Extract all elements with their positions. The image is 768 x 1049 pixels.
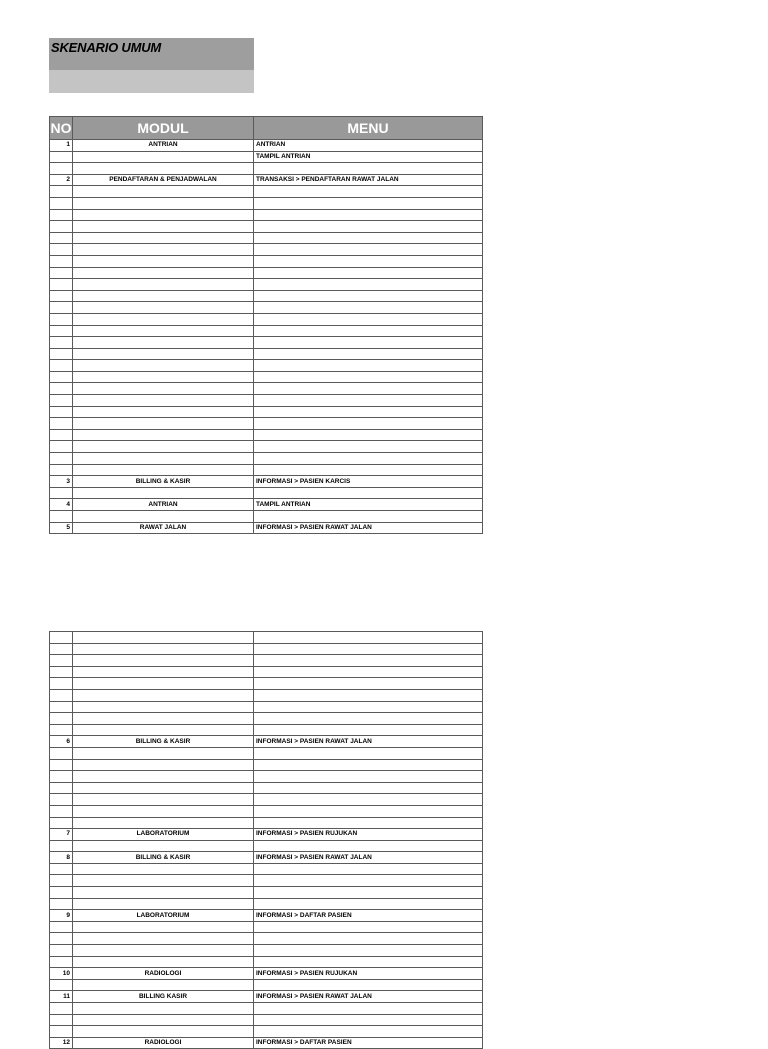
table-row	[50, 852, 483, 864]
cell-menu	[254, 817, 483, 829]
cell-menu	[254, 429, 483, 441]
cell-no	[50, 360, 73, 372]
table-row	[50, 348, 483, 360]
cell-modul: RADIOLOGI	[73, 968, 254, 980]
cell-menu	[254, 487, 483, 499]
cell-modul	[73, 724, 254, 736]
cell-modul	[73, 209, 254, 221]
cell-modul	[73, 267, 254, 279]
table-row	[50, 1003, 483, 1015]
table-row	[50, 418, 483, 430]
cell-menu	[254, 747, 483, 759]
table-row	[50, 910, 483, 922]
table-row	[50, 487, 483, 499]
cell-modul: LABORATORIUM	[73, 829, 254, 841]
cell-menu	[254, 186, 483, 198]
cell-modul	[73, 701, 254, 713]
table-row	[50, 863, 483, 875]
table-row	[50, 782, 483, 794]
table-row	[50, 453, 483, 465]
table-row	[50, 221, 483, 233]
cell-no	[50, 429, 73, 441]
scenario-table-2	[49, 631, 483, 1049]
cell-modul	[73, 863, 254, 875]
cell-no	[50, 887, 73, 899]
cell-menu	[254, 678, 483, 690]
cell-no	[50, 817, 73, 829]
cell-modul	[73, 383, 254, 395]
table-row	[50, 655, 483, 667]
table-row	[50, 817, 483, 829]
table-row	[50, 476, 483, 488]
cell-modul	[73, 794, 254, 806]
cell-modul: BILLING KASIR	[73, 991, 254, 1003]
cell-menu	[254, 701, 483, 713]
cell-menu	[254, 221, 483, 233]
cell-menu	[254, 337, 483, 349]
cell-modul	[73, 782, 254, 794]
cell-modul: PENDAFTARAN & PENJADWALAN	[73, 174, 254, 186]
cell-no	[50, 747, 73, 759]
table-row	[50, 933, 483, 945]
cell-modul: RADIOLOGI	[73, 1037, 254, 1049]
table-row	[50, 395, 483, 407]
table-row	[50, 244, 483, 256]
table-row	[50, 209, 483, 221]
cell-menu	[254, 875, 483, 887]
table-row	[50, 313, 483, 325]
cell-modul: ANTRIAN	[73, 499, 254, 511]
table-row	[50, 360, 483, 372]
table-row	[50, 290, 483, 302]
cell-no: 1	[50, 140, 73, 152]
cell-modul	[73, 313, 254, 325]
header-no: NO	[50, 117, 73, 140]
table-row	[50, 197, 483, 209]
table-row	[50, 875, 483, 887]
cell-menu	[254, 840, 483, 852]
cell-menu: ANTRIAN	[254, 140, 483, 152]
cell-menu	[254, 232, 483, 244]
cell-menu: INFORMASI > DAFTAR PASIEN	[254, 910, 483, 922]
cell-no	[50, 724, 73, 736]
cell-no: 5	[50, 522, 73, 534]
table-row	[50, 771, 483, 783]
cell-no	[50, 464, 73, 476]
cell-no: 8	[50, 852, 73, 864]
cell-no	[50, 632, 73, 644]
cell-no	[50, 1003, 73, 1015]
table-row	[50, 464, 483, 476]
cell-no	[50, 805, 73, 817]
cell-modul	[73, 1026, 254, 1038]
cell-no	[50, 759, 73, 771]
cell-no	[50, 221, 73, 233]
cell-menu	[254, 887, 483, 899]
table-row	[50, 267, 483, 279]
cell-modul	[73, 221, 254, 233]
table-row	[50, 186, 483, 198]
cell-modul	[73, 666, 254, 678]
cell-menu	[254, 441, 483, 453]
header-menu: MENU	[254, 117, 483, 140]
cell-modul: RAWAT JALAN	[73, 522, 254, 534]
cell-menu	[254, 724, 483, 736]
cell-menu	[254, 453, 483, 465]
cell-modul	[73, 244, 254, 256]
table-row	[50, 174, 483, 186]
cell-no	[50, 151, 73, 163]
cell-menu: INFORMASI > PASIEN RAWAT JALAN	[254, 852, 483, 864]
cell-modul	[73, 290, 254, 302]
table-row	[50, 678, 483, 690]
cell-menu	[254, 1026, 483, 1038]
cell-no	[50, 713, 73, 725]
cell-modul: LABORATORIUM	[73, 910, 254, 922]
header-modul: MODUL	[73, 117, 254, 140]
table-row	[50, 701, 483, 713]
table-row	[50, 898, 483, 910]
cell-no	[50, 267, 73, 279]
cell-menu	[254, 945, 483, 957]
table-row	[50, 632, 483, 644]
cell-menu: TRANSAKSI > PENDAFTARAN RAWAT JALAN	[254, 174, 483, 186]
cell-menu	[254, 511, 483, 523]
cell-no: 2	[50, 174, 73, 186]
cell-no	[50, 933, 73, 945]
cell-no: 9	[50, 910, 73, 922]
cell-modul	[73, 325, 254, 337]
table-row	[50, 794, 483, 806]
cell-modul: ANTRIAN	[73, 140, 254, 152]
cell-modul	[73, 337, 254, 349]
table-row	[50, 956, 483, 968]
cell-menu	[254, 371, 483, 383]
cell-modul	[73, 979, 254, 991]
cell-menu: INFORMASI > PASIEN RAWAT JALAN	[254, 522, 483, 534]
cell-no	[50, 325, 73, 337]
cell-no	[50, 643, 73, 655]
table-row	[50, 713, 483, 725]
cell-modul: BILLING & KASIR	[73, 852, 254, 864]
cell-menu	[254, 933, 483, 945]
cell-no	[50, 655, 73, 667]
cell-no: 7	[50, 829, 73, 841]
cell-no	[50, 232, 73, 244]
table-row	[50, 1037, 483, 1049]
cell-no	[50, 921, 73, 933]
cell-no	[50, 302, 73, 314]
cell-no	[50, 313, 73, 325]
cell-no	[50, 383, 73, 395]
cell-modul	[73, 747, 254, 759]
cell-no: 6	[50, 736, 73, 748]
cell-modul: BILLING & KASIR	[73, 736, 254, 748]
cell-no	[50, 453, 73, 465]
cell-no	[50, 395, 73, 407]
cell-modul	[73, 511, 254, 523]
cell-no	[50, 209, 73, 221]
cell-menu	[254, 209, 483, 221]
cell-menu	[254, 290, 483, 302]
cell-no	[50, 771, 73, 783]
table-row	[50, 689, 483, 701]
table-row	[50, 736, 483, 748]
table-row	[50, 279, 483, 291]
table-row	[50, 829, 483, 841]
cell-modul	[73, 197, 254, 209]
cell-no	[50, 840, 73, 852]
cell-menu	[254, 805, 483, 817]
cell-modul	[73, 255, 254, 267]
cell-menu	[254, 383, 483, 395]
cell-menu	[254, 632, 483, 644]
cell-menu: INFORMASI > PASIEN KARCIS	[254, 476, 483, 488]
cell-modul	[73, 875, 254, 887]
table-row	[50, 441, 483, 453]
cell-no	[50, 244, 73, 256]
cell-modul	[73, 232, 254, 244]
table-row	[50, 840, 483, 852]
page-title: SKENARIO UMUM	[51, 40, 162, 55]
cell-menu: TAMPIL ANTRIAN	[254, 151, 483, 163]
table-row	[50, 945, 483, 957]
cell-no	[50, 875, 73, 887]
cell-menu	[254, 313, 483, 325]
header-row	[50, 117, 483, 140]
cell-modul	[73, 279, 254, 291]
cell-no: 12	[50, 1037, 73, 1049]
cell-no	[50, 163, 73, 175]
cell-no	[50, 898, 73, 910]
scenario-table-1	[49, 116, 483, 534]
cell-menu	[254, 689, 483, 701]
cell-no	[50, 666, 73, 678]
cell-modul	[73, 898, 254, 910]
cell-modul	[73, 678, 254, 690]
cell-no	[50, 337, 73, 349]
cell-menu	[254, 898, 483, 910]
cell-menu	[254, 771, 483, 783]
cell-menu	[254, 655, 483, 667]
cell-modul	[73, 887, 254, 899]
cell-modul	[73, 689, 254, 701]
cell-modul	[73, 655, 254, 667]
cell-modul	[73, 418, 254, 430]
cell-no	[50, 406, 73, 418]
table-row	[50, 302, 483, 314]
cell-menu: TAMPIL ANTRIAN	[254, 499, 483, 511]
table-row	[50, 666, 483, 678]
cell-menu	[254, 244, 483, 256]
cell-menu	[254, 406, 483, 418]
cell-modul	[73, 395, 254, 407]
table-row	[50, 140, 483, 152]
cell-no	[50, 441, 73, 453]
cell-menu: INFORMASI > DAFTAR PASIEN	[254, 1037, 483, 1049]
table-row	[50, 968, 483, 980]
table-row	[50, 1026, 483, 1038]
cell-no	[50, 701, 73, 713]
table-row	[50, 522, 483, 534]
cell-modul	[73, 1003, 254, 1015]
cell-menu	[254, 863, 483, 875]
cell-no	[50, 794, 73, 806]
cell-menu	[254, 163, 483, 175]
cell-modul	[73, 453, 254, 465]
table-row	[50, 337, 483, 349]
cell-no	[50, 487, 73, 499]
cell-no	[50, 689, 73, 701]
cell-no: 4	[50, 499, 73, 511]
table-row	[50, 371, 483, 383]
cell-menu	[254, 302, 483, 314]
table-row	[50, 759, 483, 771]
table-row	[50, 921, 483, 933]
table-row	[50, 255, 483, 267]
table-row	[50, 151, 483, 163]
table-row	[50, 805, 483, 817]
cell-no	[50, 255, 73, 267]
cell-modul	[73, 771, 254, 783]
cell-no	[50, 371, 73, 383]
cell-no	[50, 1026, 73, 1038]
cell-no	[50, 678, 73, 690]
cell-modul	[73, 933, 254, 945]
cell-no	[50, 279, 73, 291]
cell-modul	[73, 163, 254, 175]
cell-no: 3	[50, 476, 73, 488]
cell-menu: INFORMASI > PASIEN RUJUKAN	[254, 968, 483, 980]
title-subband	[49, 70, 254, 93]
cell-no	[50, 945, 73, 957]
table-row	[50, 643, 483, 655]
table-row	[50, 511, 483, 523]
cell-menu	[254, 348, 483, 360]
cell-modul	[73, 441, 254, 453]
table-row	[50, 991, 483, 1003]
cell-menu	[254, 794, 483, 806]
cell-menu	[254, 464, 483, 476]
cell-no	[50, 348, 73, 360]
cell-modul	[73, 632, 254, 644]
cell-menu	[254, 979, 483, 991]
cell-menu: INFORMASI > PASIEN RAWAT JALAN	[254, 736, 483, 748]
table-row	[50, 724, 483, 736]
cell-modul	[73, 805, 254, 817]
cell-menu	[254, 325, 483, 337]
cell-menu	[254, 921, 483, 933]
cell-menu	[254, 713, 483, 725]
table-row	[50, 383, 483, 395]
cell-modul	[73, 817, 254, 829]
table-row	[50, 979, 483, 991]
cell-modul	[73, 360, 254, 372]
cell-menu	[254, 279, 483, 291]
cell-modul	[73, 643, 254, 655]
table-row	[50, 163, 483, 175]
cell-modul	[73, 406, 254, 418]
cell-modul	[73, 302, 254, 314]
cell-modul	[73, 840, 254, 852]
cell-modul	[73, 759, 254, 771]
cell-menu	[254, 360, 483, 372]
title-block	[49, 38, 254, 93]
table-row	[50, 887, 483, 899]
cell-modul	[73, 713, 254, 725]
cell-no	[50, 956, 73, 968]
cell-modul	[73, 956, 254, 968]
table-row	[50, 232, 483, 244]
table-row	[50, 325, 483, 337]
cell-menu: INFORMASI > PASIEN RAWAT JALAN	[254, 991, 483, 1003]
cell-menu	[254, 666, 483, 678]
cell-menu	[254, 759, 483, 771]
cell-no: 11	[50, 991, 73, 1003]
cell-no	[50, 197, 73, 209]
cell-modul: BILLING & KASIR	[73, 476, 254, 488]
cell-menu: INFORMASI > PASIEN RUJUKAN	[254, 829, 483, 841]
cell-menu	[254, 395, 483, 407]
cell-no	[50, 511, 73, 523]
cell-modul	[73, 151, 254, 163]
cell-menu	[254, 956, 483, 968]
cell-modul	[73, 186, 254, 198]
cell-modul	[73, 921, 254, 933]
cell-menu	[254, 418, 483, 430]
cell-no	[50, 863, 73, 875]
cell-no	[50, 186, 73, 198]
cell-no	[50, 418, 73, 430]
cell-no: 10	[50, 968, 73, 980]
cell-menu	[254, 255, 483, 267]
table-row	[50, 499, 483, 511]
cell-modul	[73, 945, 254, 957]
cell-menu	[254, 1003, 483, 1015]
cell-menu	[254, 643, 483, 655]
cell-menu	[254, 782, 483, 794]
cell-no	[50, 979, 73, 991]
table-row	[50, 747, 483, 759]
cell-modul	[73, 371, 254, 383]
cell-menu	[254, 197, 483, 209]
cell-no	[50, 782, 73, 794]
cell-menu	[254, 267, 483, 279]
cell-modul	[73, 487, 254, 499]
table-row	[50, 429, 483, 441]
cell-modul	[73, 464, 254, 476]
cell-no	[50, 290, 73, 302]
cell-modul	[73, 348, 254, 360]
cell-modul	[73, 429, 254, 441]
table-row	[50, 406, 483, 418]
